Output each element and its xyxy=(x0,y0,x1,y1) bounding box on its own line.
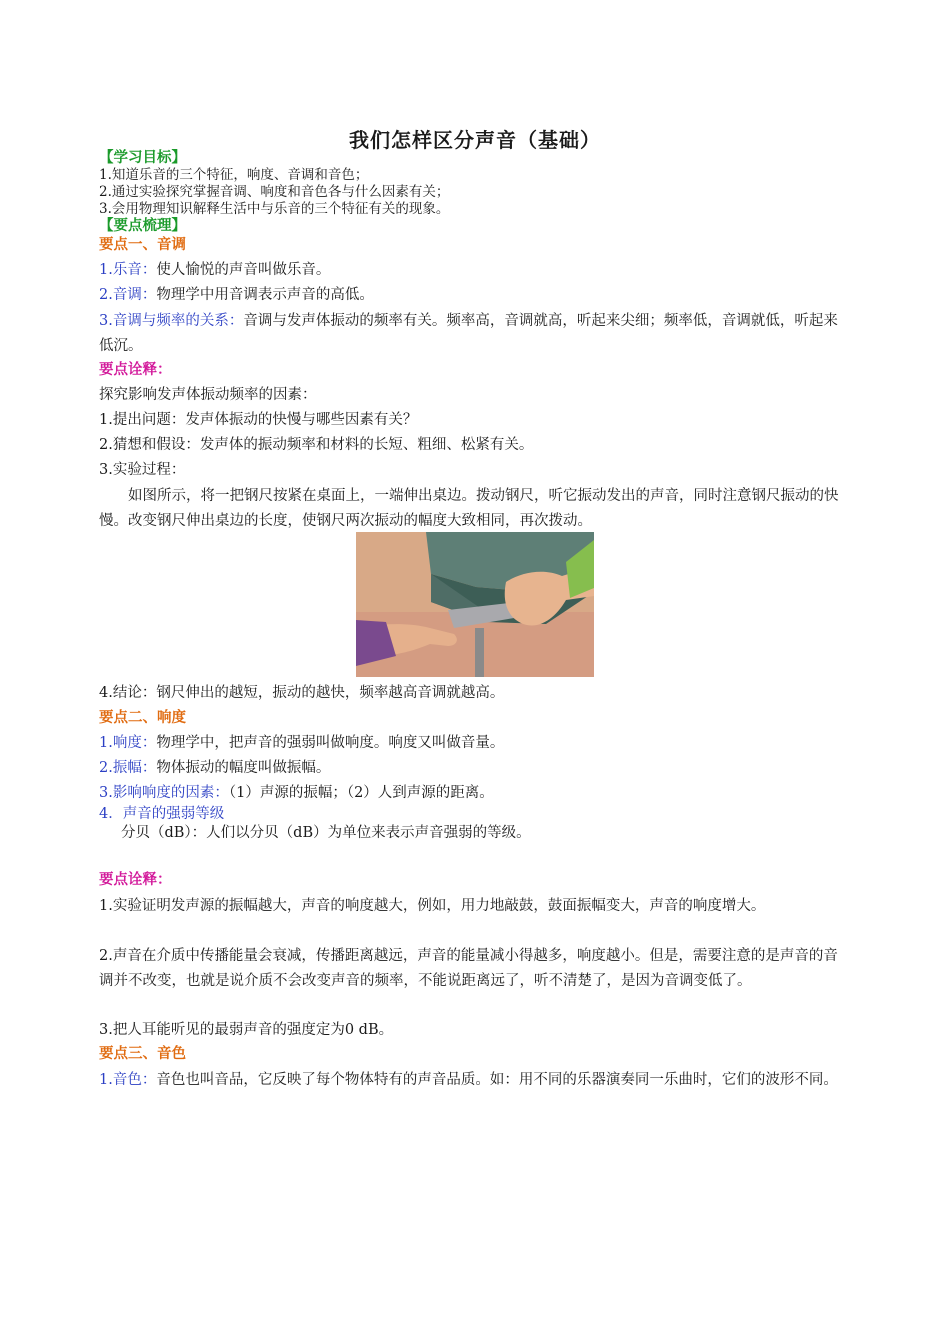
s2-point-1 xyxy=(99,733,851,753)
s2-note-3: 3.把人耳能听见的最弱声音的强度定为0 dB。 xyxy=(99,1022,394,1038)
s1-point-3-label: 3.音调与频率的关系： xyxy=(99,313,244,329)
s2-point-3-text: （1）声源的振幅；（2）人到声源的距离。 xyxy=(228,785,494,801)
section2-heading: 要点二、响度 xyxy=(99,709,186,726)
s2-point-4-label: 4．声音的强弱等级 xyxy=(99,806,225,822)
s1-note-heading: 要点诠释： xyxy=(99,361,172,378)
s2-point-1-text: 物理学中，把声音的强弱叫做响度。响度又叫做音量。 xyxy=(156,735,505,751)
s2-point-2 xyxy=(99,758,851,778)
s1-point-1-label: 1.乐音： xyxy=(99,262,157,278)
s2-point-2-text: 物体振动的幅度叫做振幅。 xyxy=(156,760,331,776)
s2-point-1-label: 1.响度： xyxy=(99,735,157,751)
s1-point-3 xyxy=(99,309,851,359)
s2-note-2: 2.声音在介质中传播能量会衰减，传播距离越远，声音的能量减小得越多，响度越小。但是，需要注意的是声音的音调并不改变，也就是说介质不会改变声音的频率，不能说距离远了，听不清楚了，是因为音调变低了。 xyxy=(99,948,838,989)
section3-heading: 要点三、音色 xyxy=(99,1045,186,1062)
s1-point-1-text: 使人愉悦的声音叫做乐音。 xyxy=(156,262,331,278)
s1-point-2-label: 2.音调： xyxy=(99,287,157,303)
section1-heading: 要点一、音调 xyxy=(99,236,186,253)
s1-procedure: 如图所示，将一把钢尺按紧在桌面上，一端伸出桌边。拨动钢尺，听它振动发出的声音，同时注意钢尺振动的快慢。改变钢尺伸出桌边的长度，使钢尺两次振动的幅度大致相同，再次拨动。 xyxy=(99,488,839,529)
s1-point-2-text: 物理学中用音调表示声音的高低。 xyxy=(156,287,374,303)
s2-point-3 xyxy=(99,783,851,803)
goal-item: 1.知道乐音的三个特征，响度、音调和音色； xyxy=(99,167,369,183)
s3-point-1-label: 1.音色： xyxy=(99,1072,157,1088)
summary-heading: 【要点梳理】 xyxy=(99,217,186,234)
s2-point-3-label: 3.影响响度的因素： xyxy=(99,785,229,801)
s3-point-1-text: 音色也叫音品，它反映了每个物体特有的声音品质。如：用不同的乐器演奏同一乐曲时，它们的波形不同。 xyxy=(156,1072,838,1088)
s2-note-1: 1.实验证明发声源的振幅越大，声音的响度越大，例如，用力地敲鼓，鼓面振幅变大，声音的响度增大。 xyxy=(99,898,766,914)
s1-question-3: 3.实验过程： xyxy=(99,462,186,478)
s1-point-2 xyxy=(99,285,851,305)
s1-point-1 xyxy=(99,260,851,280)
s2-decibel-text: 分贝（dB）：人们以分贝（dB）为单位来表示声音强弱的等级。 xyxy=(121,825,531,841)
goals-heading: 【学习目标】 xyxy=(99,149,186,166)
goal-item: 3.会用物理知识解释生活中与乐音的三个特征有关的现象。 xyxy=(99,201,450,217)
s3-point-1 xyxy=(99,1068,851,1093)
ruler-experiment-image xyxy=(356,532,594,677)
s1-conclusion: 4.结论：钢尺伸出的越短，振动的越快，频率越高音调就越高。 xyxy=(99,685,505,701)
s1-question-1: 1.提出问题：发声体振动的快慢与哪些因素有关？ xyxy=(99,412,418,428)
s2-note-heading: 要点诠释： xyxy=(99,871,172,888)
page-title: 我们怎样区分声音（基础） xyxy=(349,128,601,152)
goal-item: 2.通过实验探究掌握音调、响度和音色各与什么因素有关； xyxy=(99,184,450,200)
s1-point-3-text: 音调与发声体振动的频率有关。频率高，音调就高，听起来尖细；频率低，音调就低，听起来低沉。 xyxy=(99,313,838,354)
s2-point-2-label: 2.振幅： xyxy=(99,760,157,776)
s1-intro: 探究影响发声体振动频率的因素： xyxy=(99,387,317,403)
s1-question-2: 2.猜想和假设：发声体的振动频率和材料的长短、粗细、松紧有关。 xyxy=(99,437,534,453)
